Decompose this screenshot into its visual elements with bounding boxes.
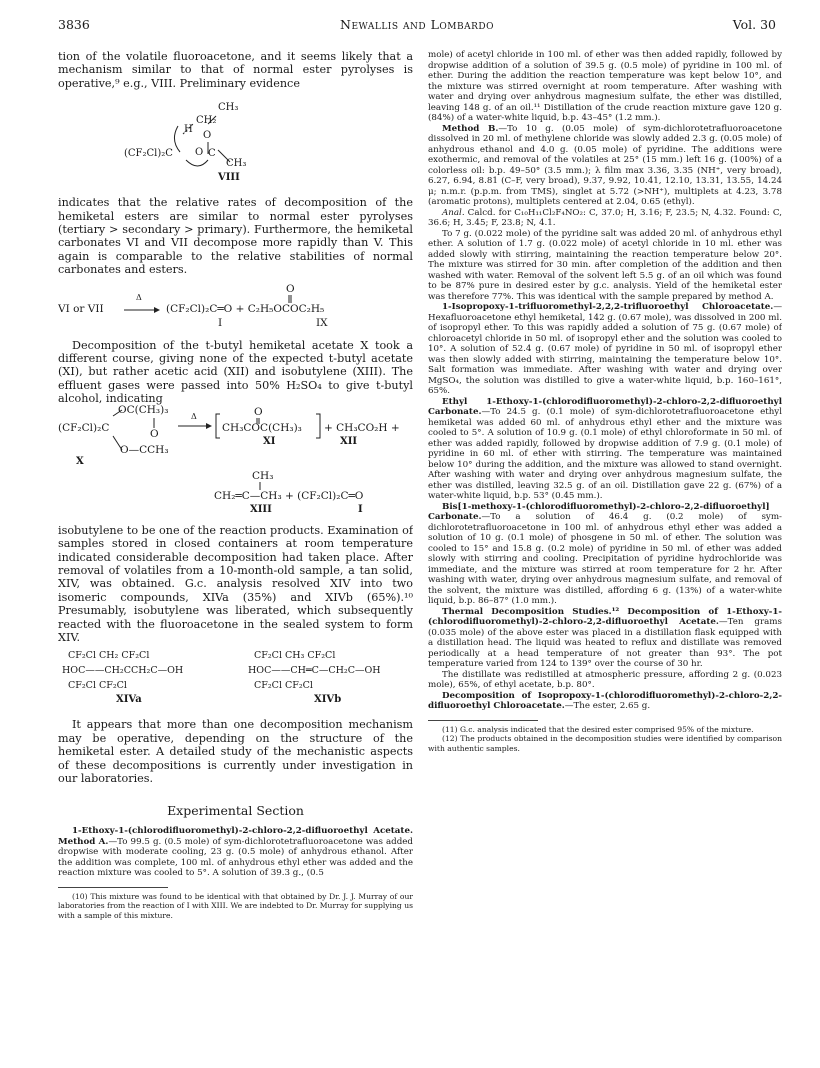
ch2-group: CH₂ xyxy=(196,115,217,127)
footnote-10: (10) This mixture was found to be identical with that obtained by Dr. J. J. Murray of our laboratories from the reaction of I with XIII. We are indebted to Dr. Murray for supplying us with a sample of this mixture. xyxy=(58,891,413,921)
volume-label: Vol. 30 xyxy=(732,17,776,32)
procedure-text: —To 99.5 g. (0.5 mole) of sym-dichlorotetrafluoroacetone was added dropwise with moderate cooling, 23 g. (0.5 mole) of anhydrous ethanol. After the addition was complete, 100 ml. of anhydrous ethyl ether was added and the reaction mixture was cooled to 5°. A solution of 39.3 g., (0.5 xyxy=(58,836,413,879)
procedure-text: —Hexafluoroacetone ethyl hemiketal, 142 g. (0.67 mole), was dissolved in 200 ml. of isopropyl ether. To this was rapidly added a solution of 75 g. (0.67 mole) of chloroacetyl chloride in 50 ml. of isopropyl ether and the solution was cooled to 10°. A solution of 52.4 g. (0.67 mole) of pyridine in 50 ml. of isopropyl ether was then slowly added with stirring, maintaining the temperature below 10°. Salt formation was immediate. After washing with water and drying over MgSO₄, the solution was distilled to give a water-white liquid, b.p. 160–161°, 65%. xyxy=(428,302,782,396)
ch3-group: CH₃ xyxy=(218,102,239,114)
procedure-paragraph xyxy=(428,302,782,397)
procedure-title: Bis[1-methoxy-1-(chlorodifluoromethyl)-2-chloro-2,2-difluoroethyl] Carbonate. xyxy=(428,501,770,522)
procedure-title: Decomposition of Isopropoxy-1-(chlorodifluoromethyl)-2-chloro-2,2-difluoroethyl Chloroacetate. xyxy=(428,690,782,711)
footnote-11: (11) G.c. analysis indicated that the desired ester comprised 95% of the mixture. xyxy=(442,724,754,734)
label-xi: XI xyxy=(263,435,276,447)
o-atom: O xyxy=(150,427,159,440)
procedure-text: —The ester, 2.65 g. xyxy=(564,701,651,711)
equation-1 xyxy=(58,277,413,335)
analysis-title: Anal. xyxy=(442,207,465,218)
h-atom: H xyxy=(184,124,193,136)
label-i: I xyxy=(218,316,223,329)
footnote-rule xyxy=(428,720,538,721)
paragraph: tion of the volatile fluoroacetone, and it seems likely that a mechanism similar to that of normal ester pyrolyses is operative,⁹ e.g., VIII. Preliminary evidence xyxy=(58,50,413,90)
tbutoxy-group: OC(CH₃)₃ xyxy=(118,403,169,416)
page-header xyxy=(58,17,776,35)
label-xii: XII xyxy=(340,435,358,447)
structure-viii xyxy=(58,90,413,182)
carbonyl-o: O xyxy=(254,405,263,418)
xivb-main: HOC——CH═C—CH₂C—OH xyxy=(248,665,381,677)
structures-xiv xyxy=(58,650,413,712)
procedure-title: 1-Ethoxy-1-(chlorodifluoromethyl)-2-chloro-2,2-difluoroethyl Acetate. Method A. xyxy=(58,826,413,847)
label-i: I xyxy=(358,503,363,515)
procedure-title: 1-Isopropoxy-1-trifluoromethyl-2,2,2-trifluoroethyl Chloroacetate. xyxy=(442,302,774,312)
page-number: 3836 xyxy=(58,17,90,32)
procedure-title: Thermal Decomposition Studies.¹² Decomposition of 1-Ethoxy-1-(chlorodifluoromethyl)-2-chloro-2,2-difluoroethyl Acetate. xyxy=(428,606,782,627)
acetic-acid: + CH₃CO₂H + xyxy=(324,421,400,434)
analysis-text: Calcd. for C₁₀H₁₁Cl₂F₄NO₂: C, 37.0; H, 3.16; F, 23.5; N, 4.32. Found: C, 36.6; H, 3.45; F, 23.8; N, 4.1. xyxy=(428,207,782,228)
xiva-bottom: CF₂Cl CF₂Cl xyxy=(68,680,127,692)
footnote-rule xyxy=(58,887,168,888)
label-x: X xyxy=(76,455,84,467)
label-xiva: XIVa xyxy=(116,694,142,706)
delta-sign: Δ xyxy=(191,411,197,421)
xiva-main: HOC——CH₂CCH₂C—OH xyxy=(62,665,184,677)
paragraph: indicates that the relative rates of decomposition of the hemiketal esters are similar to normal ester pyrolyses (tertiary > secondary > primary). Furthermore, the hemiketal carbonates VI and VII decompose more rapidly than V. This again is comparable to the relative stabilities of normal carbonates and esters. xyxy=(58,196,413,277)
xivb-bottom: CF₂Cl CF₂Cl xyxy=(254,680,313,692)
procedure-paragraph xyxy=(428,502,782,607)
t-butyl-acetate: CH₃COC(CH₃)₃ xyxy=(222,421,302,434)
left-column xyxy=(58,50,413,1050)
procedure-paragraph xyxy=(428,124,782,208)
analysis-paragraph xyxy=(428,208,782,229)
running-title: Newallis and Lombardo xyxy=(340,17,494,32)
label-ix: IX xyxy=(316,316,328,329)
label-xivb: XIVb xyxy=(314,694,342,706)
isobutylene-products: CH₂═C—CH₃ + (CF₂Cl)₂C═O xyxy=(214,489,364,502)
reactant: VI or VII xyxy=(58,302,104,315)
procedure-title: Method B. xyxy=(442,123,499,134)
footnote-12: (12) The products obtained in the decomposition studies were identified by comparison with authentic samples. xyxy=(428,734,782,753)
procedure-paragraph xyxy=(428,397,782,502)
procedure-paragraph xyxy=(428,691,782,712)
procedure-text: —Ten grams (0.035 mole) of the above ester was placed in a distillation flask equipped with a distillation head. The liquid was heated to reflux and distillate was removed periodically at a head temperature of not greater than 93°. The pot temperature varied from 124 to 139° over the course of 30 hr. xyxy=(428,617,782,669)
carbonyl-o: O xyxy=(286,282,295,295)
ccl-group: (CF₂Cl)₂C xyxy=(58,421,110,434)
compound-label: VIII xyxy=(218,172,240,184)
ch3-group: CH₃ xyxy=(252,469,274,482)
procedure-text: mole) of acetyl chloride in 100 ml. of ether was then added rapidly, followed by dropwise addition of a solution of 39.5 g. (0.5 mole) of pyridine in 100 ml. of ether. During the addition the reaction temperature was kept below 10°, and the mixture was stirred overnight at room temperature. After washing with water and drying over anhydrous magnesium sulfate, the ether was distilled, leaving 148 g. of an oil.¹¹ Distillation of the crude reaction mixture gave 120 g. (84%) of a water-white liquid, b.p. 43–45° (1.2 mm.). xyxy=(428,50,782,123)
xivb-top: CF₂Cl CH₃ CF₂Cl xyxy=(254,650,336,662)
procedure-text: —To 24.5 g. (0.1 mole) of sym-dichlorotetrafluoroacetone ethyl hemiketal was added 60 ml. of anhydrous ethyl ether and the mixture was cooled to 5°. A solution of 10.9 g. (0.1 mole) of ethyl chloroformate in 50 ml. of ether was added rapidly, followed by dropwise addition of 7.9 g. (0.1 mole) of pyridine in 60 ml. of ether with stirring. The temperature was maintained below 10° during the addition, and the mixture was allowed to stand overnight. After washing with water and drying over anhydrous magnesium sulfate, the ether was distilled, leaving 32.5 g. of an oil. Distillation gave 22 g. (67%) of a water-white liquid, b.p. 53° (0.45 mm.). xyxy=(428,407,782,501)
paragraph: It appears that more than one decomposition mechanism may be operative, depending on the structure of the hemiketal ester. A detailed study of the mechanistic aspects of these decompositions is currently under investigation in our laboratories. xyxy=(58,718,413,785)
right-column xyxy=(428,50,782,1050)
paragraph: Decomposition of the t-butyl hemiketal acetate X took a different course, giving none of the expected t-butyl acetate (XI), but rather acetic acid (XII) and isobutylene (XIII). The effluent gases were passed into 50% H₂SO₄ to give t-butyl alcohol, indicating xyxy=(58,338,413,406)
procedure-text: —To 10 g. (0.05 mole) of sym-dichlorotetrafluoroacetone dissolved in 20 ml. of methylene chloride was slowly added 2.3 g. (0.05 mole) of anhydrous ethanol and 4.0 g. (0.05 mole) of pyridine. The additions were exothermic, and removal of the volatiles at 25° (15 mm.) left 16 g. (100%) of a colorless oil: b.p. 49–50° (3.5 mm.); λ film max 3.36, 3.35 (NH⁺, very broad), 6.27, 6.94, 8.81 (C–F, very broad), 9.37, 9.92, 10.41, 12.10, 13.31, 13.55, 14.24 μ; n.m.r. (p.p.m. from TMS), singlet at 5.72 (>NH⁺), multiplets at 4.23, 3.78 (aromatic protons), multiplets centered at 2.04, 0.65 (ethyl). xyxy=(428,123,782,207)
procedure-text: The distillate was redistilled at atmospheric pressure, affording 2 g. (0.023 mole), 65%, of ethyl acetate, b.p. 80°. xyxy=(428,669,782,690)
procedure-text: To 7 g. (0.022 mole) of the pyridine salt was added 20 ml. of anhydrous ethyl ether. A solution of 1.7 g. (0.022 mole) of acetyl chloride in 10 ml. ether was added slowly with stirring, maintaining the reaction temperature below 20°. The mixture was stirred for 30 min. after completion of the addition and then washed with water. Removal of the solvent left 5.5 g. of an oil which was found to be 87% pure in desired ester by g.c. analysis. Yield of the hemiketal ester was therefore 77%. This was identical with the sample prepared by method A. xyxy=(428,228,782,302)
delta-sign: Δ xyxy=(136,292,142,302)
procedure-title: Ethyl 1-Ethoxy-1-(chlorodifluoromethyl)-2-chloro-2,2-difluoroethyl Carbonate. xyxy=(428,396,782,417)
xiva-top: CF₂Cl CH₂ CF₂Cl xyxy=(68,650,150,662)
o-atom: O xyxy=(195,147,204,159)
o-atom: O xyxy=(203,130,212,142)
procedure-paragraph xyxy=(58,826,413,879)
c-atom: C xyxy=(208,148,216,160)
procedure-text: —To a solution of 46.4 g. (0.2 mole) of sym-dichlorotetrafluoroacetone in 100 ml. of anhydrous ethyl ether was added a solution of 10 g. (0.1 mole) of phosgene in 50 ml. of ether. The solution was cooled to 15° and 15.8 g. (0.2 mole) of pyridine in 50 ml. of ether was added slowly with stirring and cooling. Precipitation of pyridine hydrochloride was immediate, and the mixture was stirred at room temperature for 2 hr. After washing with water, drying over anhydrous magnesium sulfate, and removal of the solvent, the mixture was distilled, affording 6 g. (13%) of a water-white liquid, b.p. 86–87° (1.0 mm.). xyxy=(428,512,782,606)
label-xiii: XIII xyxy=(250,503,272,515)
equation-2 xyxy=(58,403,413,518)
procedure-paragraph xyxy=(428,607,782,670)
ccl-group: (CF₂Cl)₂C xyxy=(124,148,173,160)
acetoxy-group: O—CCH₃ xyxy=(120,443,169,456)
section-heading: Experimental Section xyxy=(167,803,304,819)
paragraph: isobutylene to be one of the reaction products. Examination of samples stored in closed containers at room temperature indicated considerable decomposition had taken place. After removal of volatiles from a 10-month-old sample, a tan solid, XIV, was obtained. G.c. analysis resolved XIV into two isomeric compounds, XIVa (35%) and XIVb (65%).¹⁰ Presumably, isobutylene was liberated, which subsequently reacted with the fluoroacetone in the sealed system to form XIV. xyxy=(58,523,413,644)
ch3-group: CH₃ xyxy=(226,158,247,170)
products: (CF₂Cl)₂C═O + C₂H₅OCOC₂H₅ xyxy=(166,302,325,315)
